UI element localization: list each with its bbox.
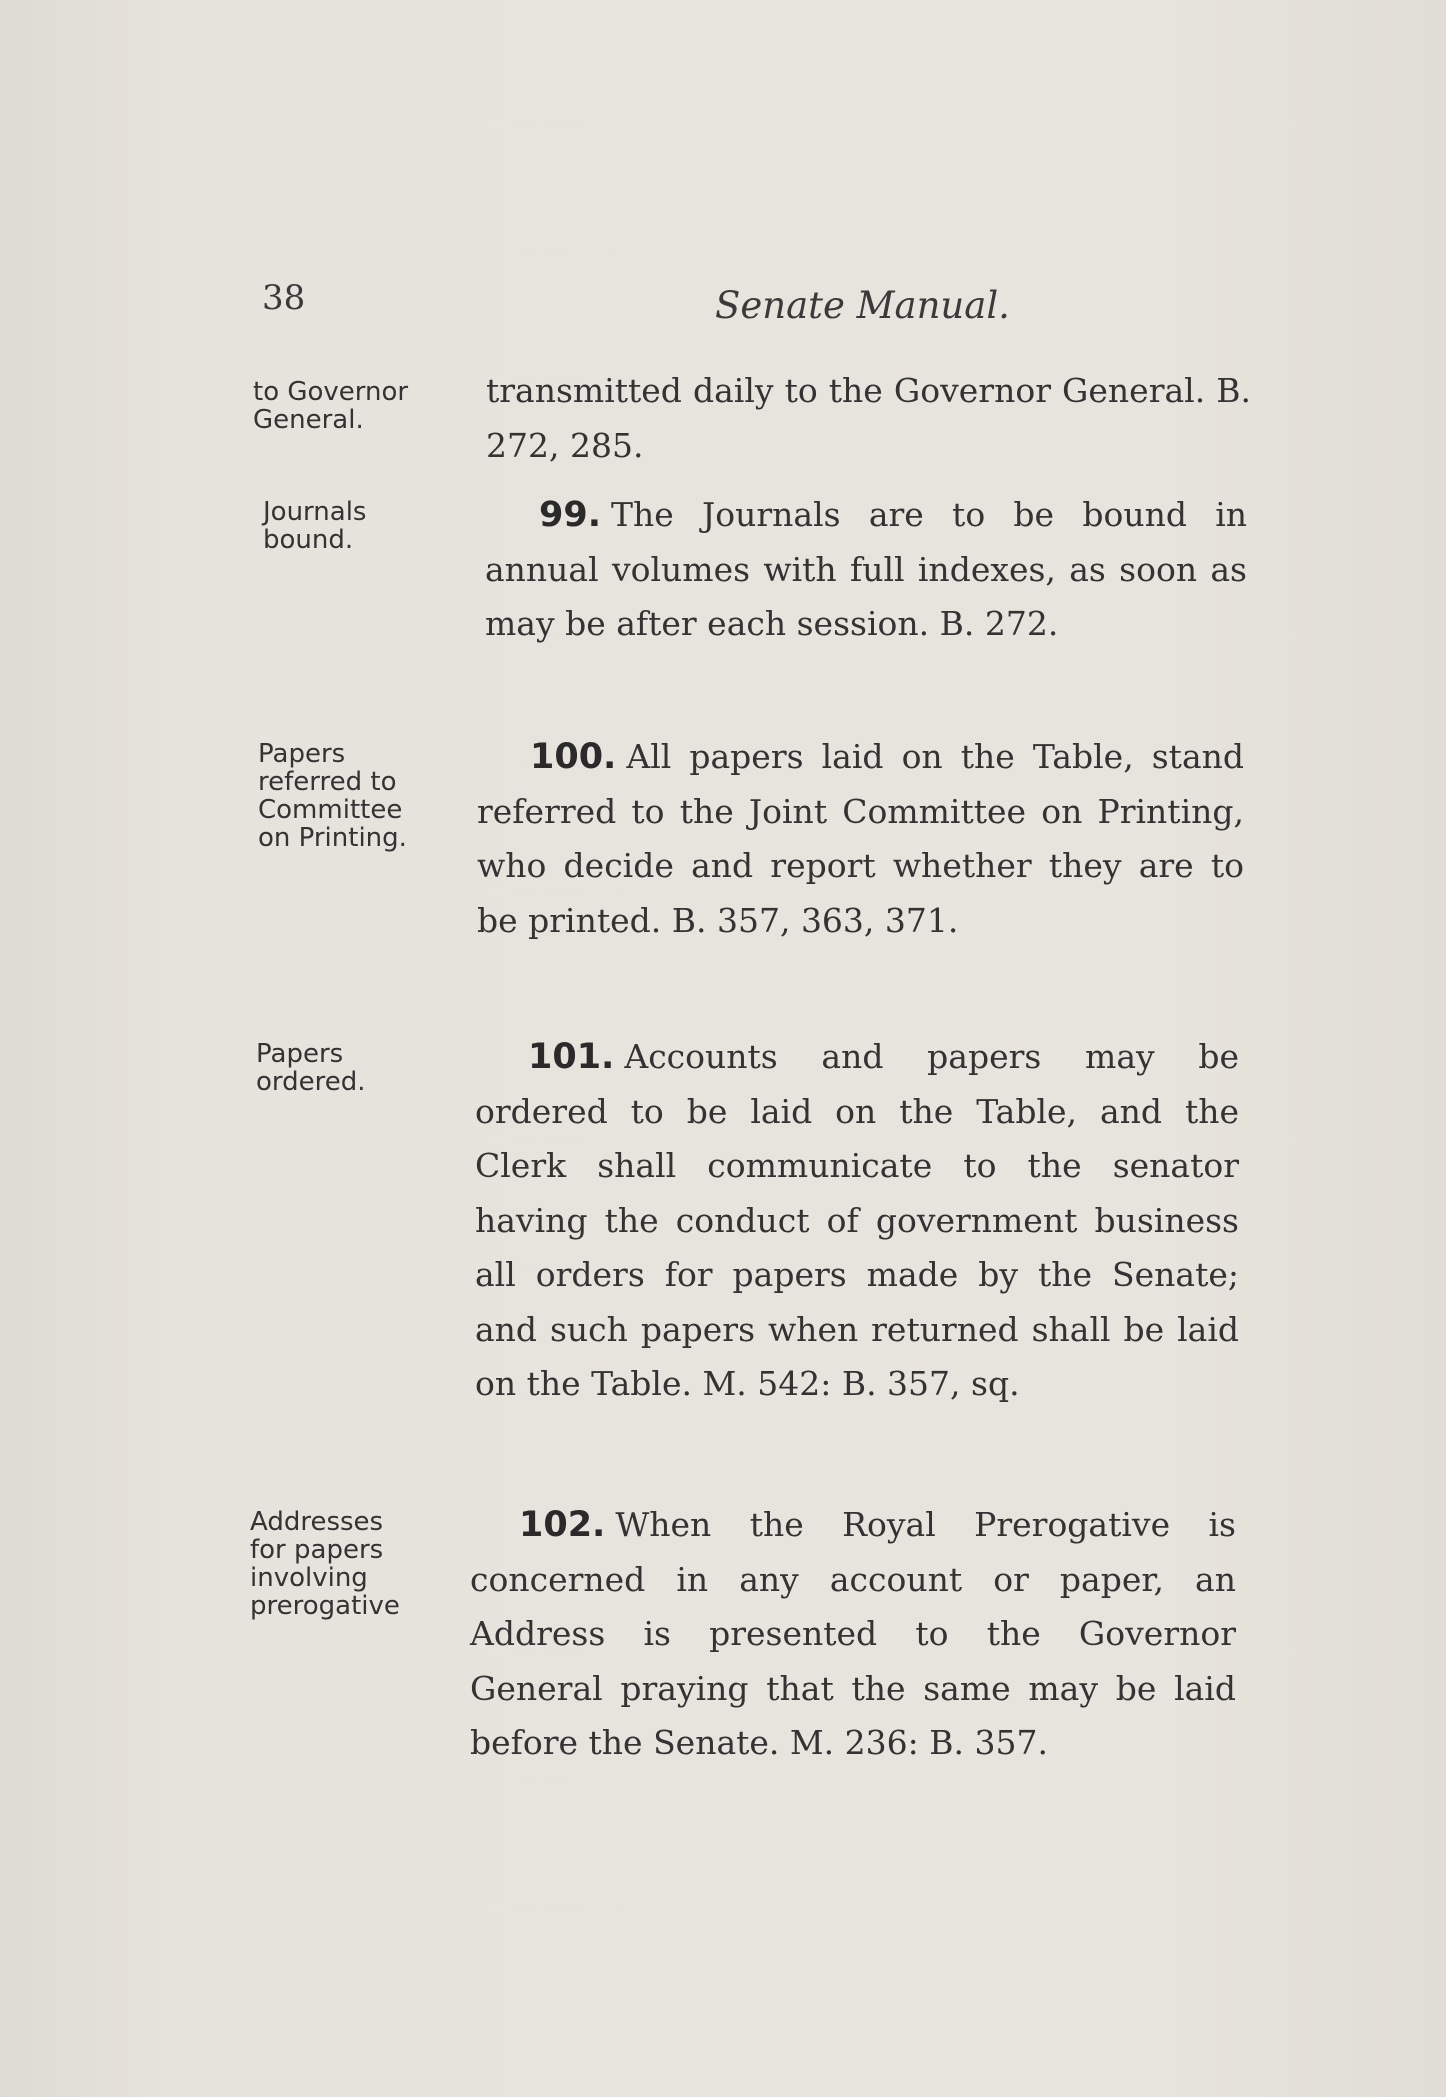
side-note: to Governor General. (253, 377, 409, 435)
running-title: Senate Manual. (715, 284, 1010, 327)
rule-number: 100. (530, 737, 617, 777)
rule-number: 102. (519, 1505, 606, 1545)
page-number: 38 (262, 278, 306, 318)
page-header (262, 278, 1022, 338)
rule-text (477, 730, 1244, 948)
rule-body: All papers laid on the Table, stand referred to the Joint Committee on Printing, who decide and report whether they are to be printed. B. 357, 363, 371. (477, 737, 1244, 940)
side-note: Papers referred to Committee on Printing. (258, 739, 407, 853)
rule-body: When the Royal Prerogative is concerned in any account or paper, an Address is presented to the Governor General praying that the same may be laid before the Senate. M. 236: B. 357. (470, 1505, 1236, 1762)
rule-text (470, 1498, 1236, 1771)
rule-body: transmitted daily to the Governor General. B. 272, 285. (486, 371, 1251, 465)
rule-body: The Journals are to be bound in annual volumes with full indexes, as soon as may be after each session. B. 272. (485, 495, 1247, 643)
side-note: Addresses for papers involving prerogative (250, 1507, 400, 1621)
rule-text (485, 488, 1247, 652)
rule-text (475, 1030, 1239, 1412)
side-note: Papers ordered. (256, 1039, 366, 1097)
rule-body: Accounts and papers may be ordered to be laid on the Table, and the Clerk shall communicate to the senator having the conduct of government business all orders for papers made by the Senate; and such papers when returned shall be laid on the Table. M. 542: B. 357, sq. (475, 1037, 1239, 1403)
rule-text (486, 364, 1251, 473)
rule-number: 101. (528, 1037, 615, 1077)
side-note: Journals bound. (263, 497, 367, 555)
rule-number: 99. (539, 495, 602, 535)
